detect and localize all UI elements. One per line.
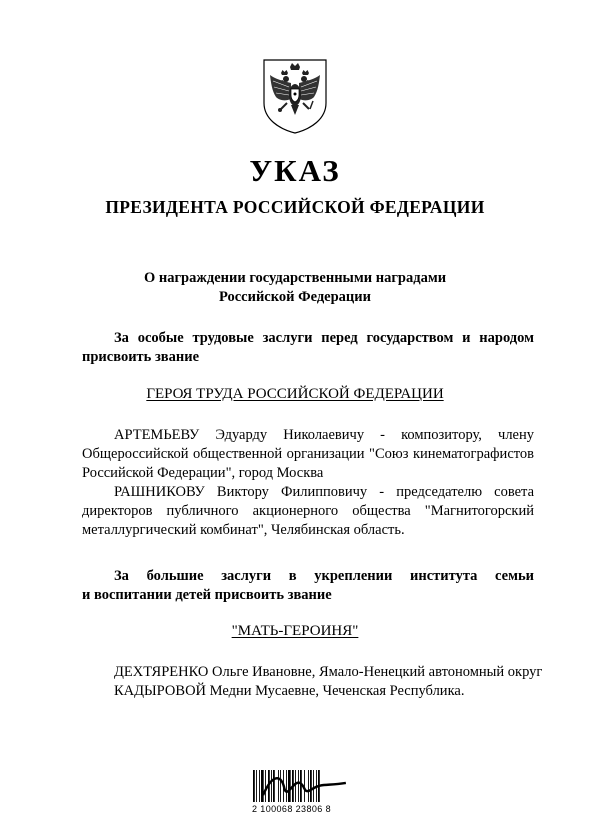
barcode-number: 2 100068 23806 8: [252, 804, 331, 814]
rank-title-text: "МАТЬ-ГЕРОИНЯ": [231, 623, 359, 639]
double-headed-eagle-icon: [261, 57, 329, 135]
rank-title-mother-heroine: [0, 623, 590, 640]
awardee-line: ДЕХТЯРЕНКО Ольге Ивановне, Ямало-Ненецкий автономный округ: [114, 664, 543, 680]
awardee-list-hero-of-labor: [82, 426, 534, 540]
document-barcode: [252, 760, 344, 818]
decree-heading-line: Российской Федерации: [218, 289, 371, 305]
decree-heading-line: О награждении государственными наградами: [143, 270, 447, 286]
decree-clause-line: За особые трудовые заслуги перед государством и народом: [114, 330, 534, 346]
rank-title-hero-of-labor: [0, 386, 590, 403]
awardee-line: КАДЫРОВОЙ Медни Мусаевне, Чеченская Республика.: [114, 683, 465, 699]
barcode-bars-icon: [252, 770, 344, 802]
awardee-list-mother-heroine: [82, 663, 543, 701]
document-subtitle: ПРЕЗИДЕНТА РОССИЙСКОЙ ФЕДЕРАЦИИ: [105, 197, 485, 217]
awardee-line: директоров публичного акционерного общества "Магнитогорский: [82, 503, 534, 519]
awardee-line: металлургический комбинат", Челябинская область.: [82, 522, 405, 538]
awardee-line: РАШНИКОВУ Виктору Филипповичу - председателю совета: [114, 484, 534, 500]
awardee-line: Общероссийской общественной организации "Союз кинематографистов: [82, 446, 534, 462]
decree-heading: [0, 269, 590, 307]
decree-clause-family-merit: [82, 567, 534, 605]
rank-title-text: ГЕРОЯ ТРУДА РОССИЙСКОЙ ФЕДЕРАЦИИ: [146, 386, 444, 402]
decree-clause-line: За большие заслуги в укреплении института семьи: [114, 568, 534, 584]
coat-of-arms-icon: [261, 57, 329, 135]
awardee-line: АРТЕМЬЕВУ Эдуарду Николаевичу - композитору, члену: [114, 427, 534, 443]
decree-clause-line: присвоить звание: [82, 349, 200, 365]
document-title: УКАЗ: [249, 153, 341, 188]
awardee-line: Российской Федерации", город Москва: [82, 465, 324, 481]
decree-clause-line: и воспитании детей присвоить звание: [82, 587, 332, 603]
decree-clause-labor-merit: [82, 329, 534, 367]
